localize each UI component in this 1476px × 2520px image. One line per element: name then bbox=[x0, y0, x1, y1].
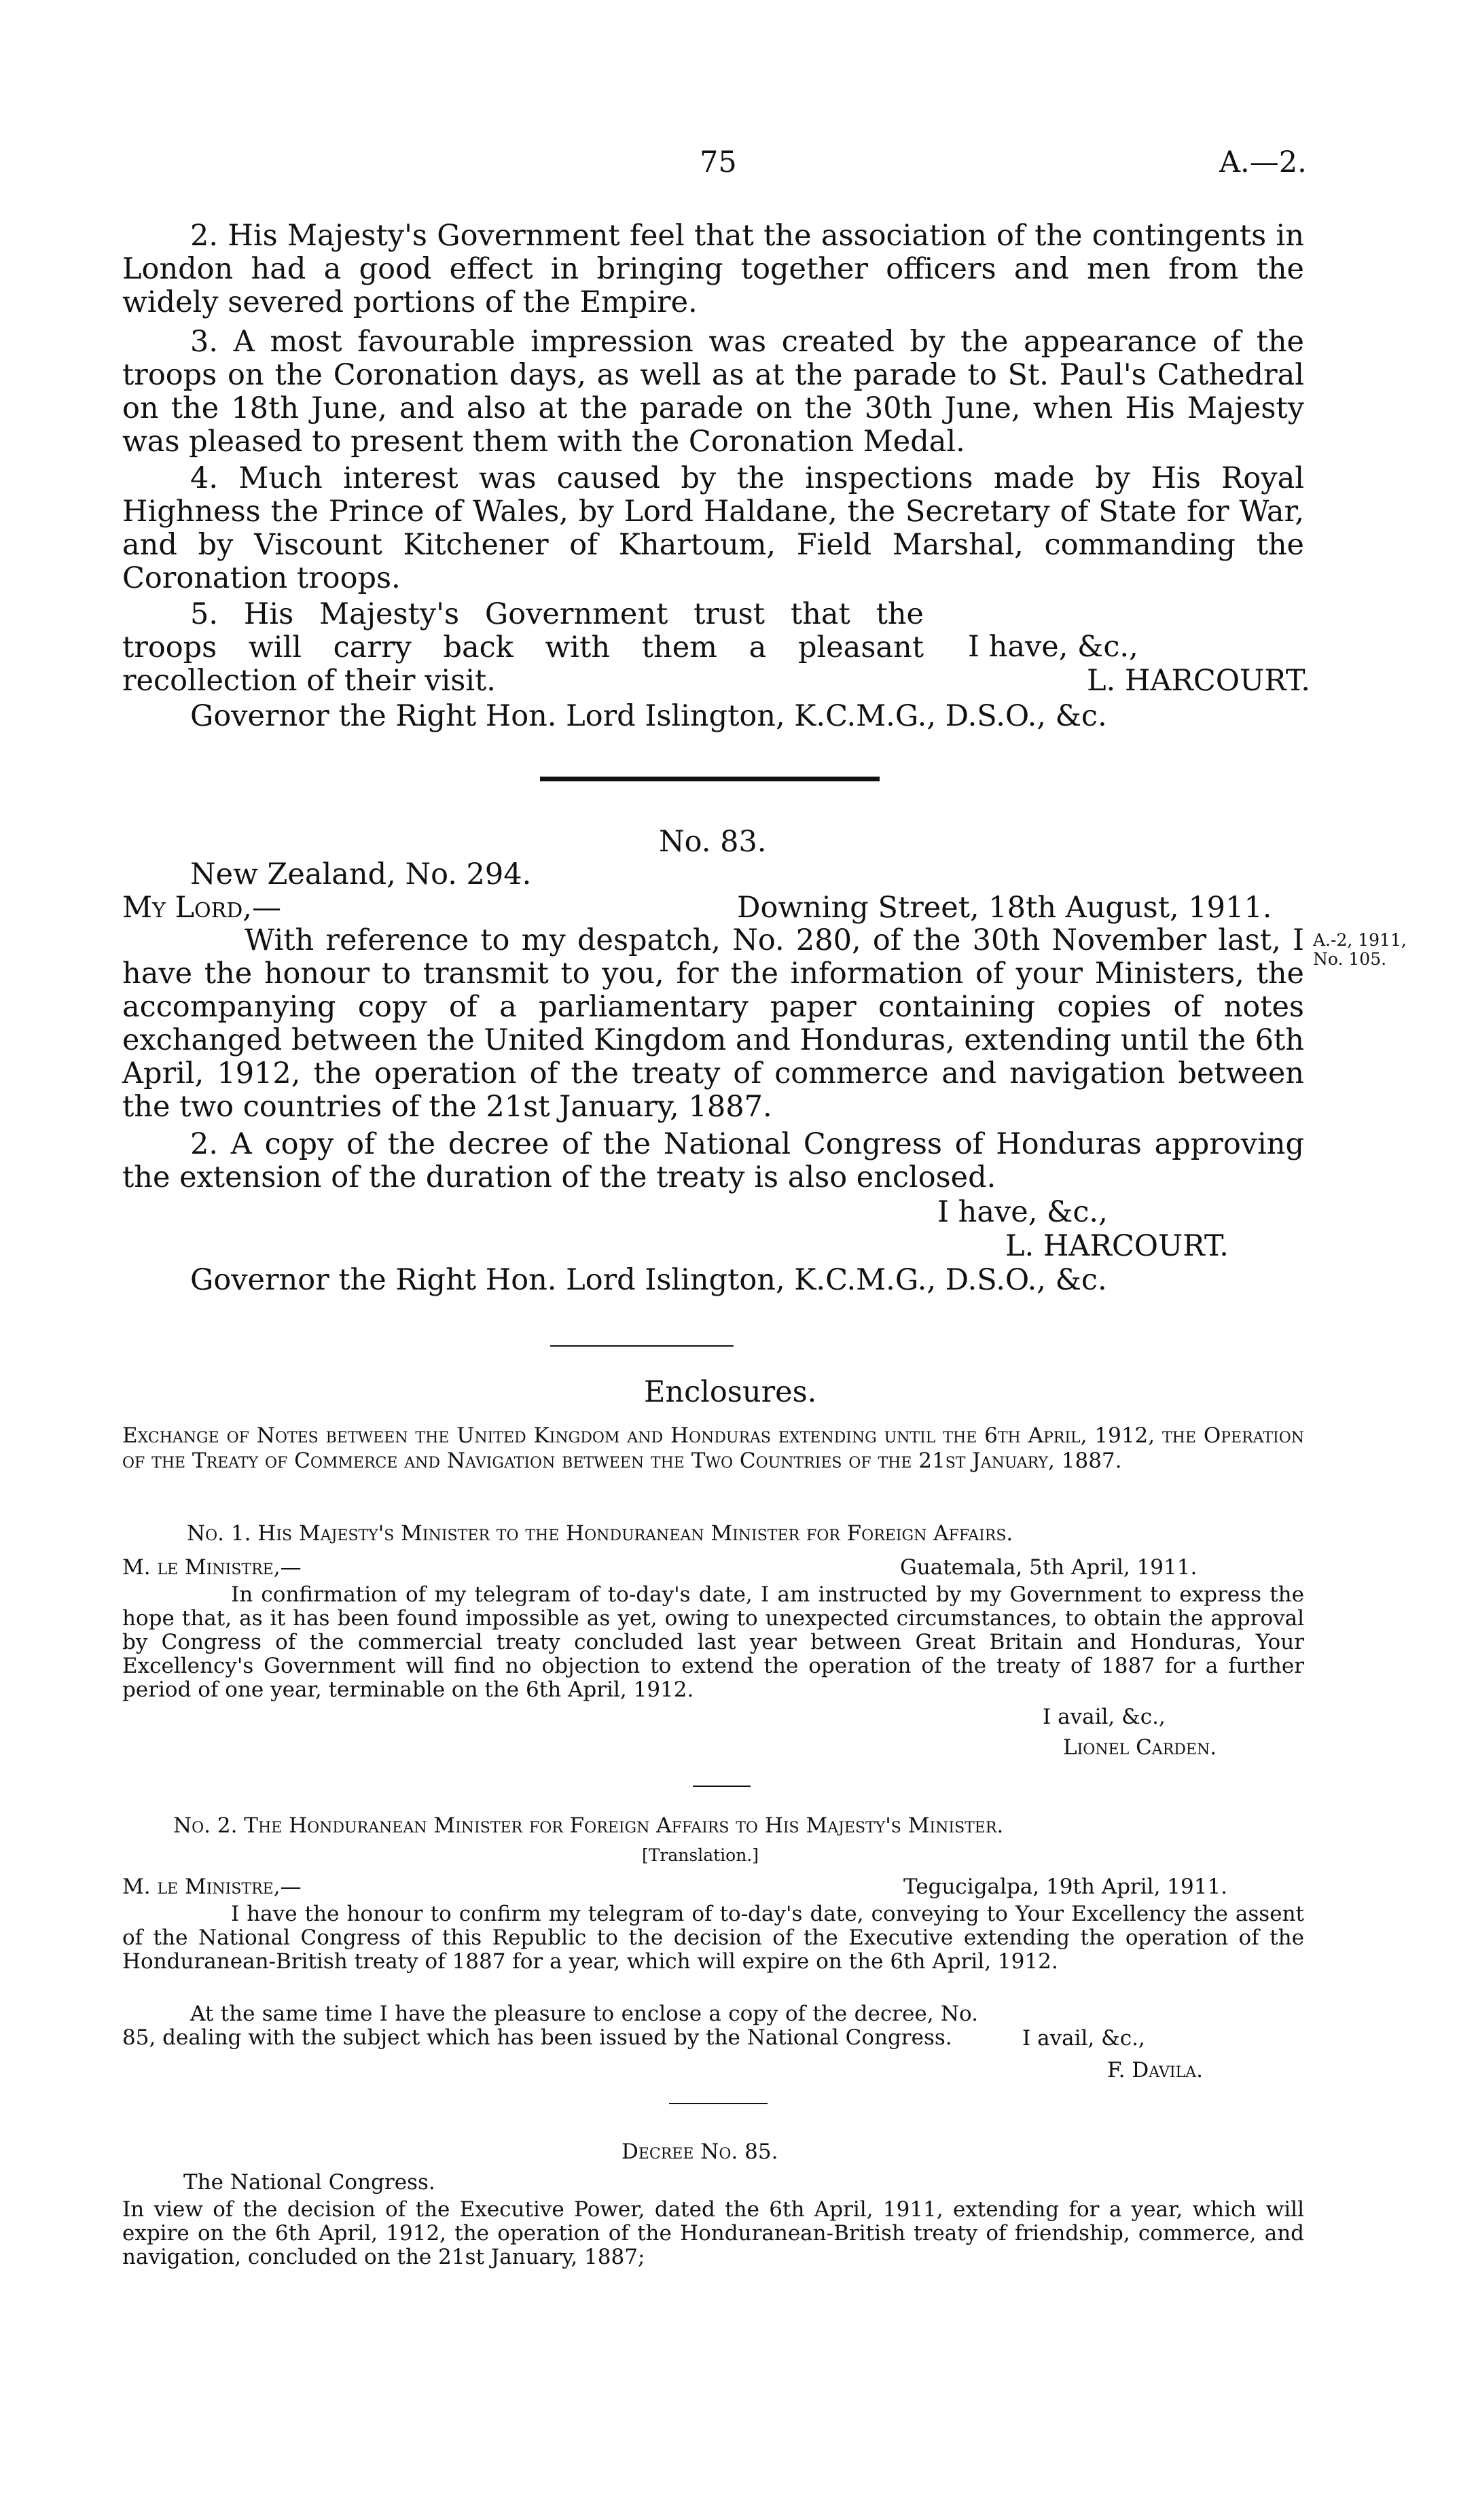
letter82-signature: L. HARCOURT. bbox=[1087, 664, 1310, 698]
note2-body-2: At the same time I have the pleasure to enclose a copy of the decree, No. 85, dealing with the subject which has been issued by the National Congress. bbox=[122, 2002, 978, 2050]
letter82-paragraph-3: 3. A most favourable impression was created by the appearance of the troops on the Coronation days, as well as at the parade to St. Paul's Cathedral on the 18th June, and also at the parade on the 30th June, when His Majesty was pleased to present them with the Coronation Medal. bbox=[122, 325, 1304, 459]
letter83-reference: New Zealand, No. 294. bbox=[190, 857, 532, 891]
note1-salutation: M. le Ministre,— bbox=[122, 1555, 302, 1580]
decree-heading: Decree No. 85. bbox=[622, 2140, 778, 2164]
enclosures-heading: Enclosures. bbox=[644, 1375, 817, 1409]
letter83-dateline: Downing Street, 18th August, 1911. bbox=[737, 891, 1272, 925]
note2-translation-label: [Translation.] bbox=[642, 1845, 759, 1865]
note1-closing: I avail, &c., bbox=[1043, 1705, 1166, 1729]
decree-issuer: The National Congress. bbox=[183, 2170, 435, 2195]
note2-body-1: I have the honour to confirm my telegram of to-day's date, conveying to Your Excellency the assent of the National Congress of this Republic to the decision of the Executive extending the operation of the Honduranean-British treaty of 1887 for a year, which will expire on the 6th April, 1912. bbox=[122, 1902, 1304, 1974]
note2-salutation: M. le Ministre,— bbox=[122, 1875, 302, 1899]
margin-note-reference: A.-2, 1911, bbox=[1313, 930, 1407, 950]
note-divider-1 bbox=[693, 1786, 751, 1787]
letter83-signature: L. HARCOURT. bbox=[1005, 1229, 1229, 1263]
note1-body: In confirmation of my telegram of to-day's date, I am instructed by my Government to express the hope that, as it has been found impossible as yet, owing to unexpected circumstances, to obtain the approval by Congress of the commercial treaty concluded last year between Great Britain and Honduras, Your Excellency's Government will find no objection to extend the operation of the treaty of 1887 for a further period of one year, terminable on the 6th April, 1912. bbox=[122, 1582, 1304, 1702]
letter83-paragraph-2: 2. A copy of the decree of the National Congress of Honduras approving the extension of the duration of the treaty is also enclosed. bbox=[122, 1127, 1304, 1194]
document-code: A.—2. bbox=[1219, 145, 1307, 179]
letter82-paragraph-5: 5. His Majesty's Government trust that the troops will carry back with them a pleasant recollection of their visit. bbox=[122, 597, 924, 698]
note-divider-2 bbox=[669, 2103, 768, 2104]
letter83-paragraph-1: With reference to my despatch, No. 280, of the 30th November last, I have the honour to transmit to you, for the information of your Ministers, the accompanying copy of a parliamentary paper containing copies of notes exchanged between the United Kingdom and Honduras, extending until the 6th April, 1912, the operation of the treaty of commerce and navigation between the two countries of the 21st January, 1887. bbox=[122, 923, 1304, 1124]
note1-signature: Lionel Carden. bbox=[1063, 1735, 1217, 1760]
note2-closing: I avail, &c., bbox=[1022, 2026, 1145, 2051]
section-divider-thin bbox=[550, 1345, 734, 1347]
letter83-number: No. 83. bbox=[659, 825, 767, 859]
section-divider-thick bbox=[540, 777, 880, 781]
note1-heading bbox=[187, 1522, 1013, 1546]
page-number: 75 bbox=[700, 145, 737, 179]
letter82-addressee: Governor the Right Hon. Lord Islington, K.C.M.G., D.S.O., &c. bbox=[190, 699, 1107, 733]
decree-body: In view of the decision of the Executive Power, dated the 6th April, 1911, extending for a year, which will expire on the 6th April, 1912, the operation of the Honduranean-British treaty of friendship, commerce, and navigation, concluded on the 21st January, 1887; bbox=[122, 2197, 1304, 2269]
letter83-addressee: Governor the Right Hon. Lord Islington, K.C.M.G., D.S.O., &c. bbox=[190, 1263, 1107, 1297]
margin-note-number: No. 105. bbox=[1313, 949, 1387, 969]
note2-dateline: Tegucigalpa, 19th April, 1911. bbox=[903, 1875, 1228, 1899]
note1-heading-text: No. 1. His Majesty's Minister to the Honduranean Minister for Foreign Affairs. bbox=[187, 1521, 1013, 1546]
note1-dateline: Guatemala, 5th April, 1911. bbox=[900, 1555, 1198, 1580]
note2-signature: F. Davila. bbox=[1107, 2058, 1203, 2082]
enclosures-title: Exchange of Notes between the United Kingdom and Honduras extending until the 6th April, 1912, the Operation of the Treaty of Commerce and Navigation between the Two Countries of the 21st January, 1887. bbox=[122, 1423, 1304, 1473]
letter83-salutation: My Lord,— bbox=[122, 891, 281, 925]
note2-heading bbox=[173, 1814, 1003, 1838]
letter82-closing: I have, &c., bbox=[968, 630, 1138, 664]
letter82-paragraph-4: 4. Much interest was caused by the inspections made by His Royal Highness the Prince of Wales, by Lord Haldane, the Secretary of State for War, and by Viscount Kitchener of Khartoum, Field Marshal, commanding the Coronation troops. bbox=[122, 461, 1304, 595]
letter82-paragraph-2: 2. His Majesty's Government feel that the association of the contingents in London had a good effect in bringing together officers and men from the widely severed portions of the Empire. bbox=[122, 219, 1304, 319]
note2-heading-text: No. 2. The Honduranean Minister for Foreign Affairs to His Majesty's Minister. bbox=[173, 1813, 1004, 1838]
letter83-closing: I have, &c., bbox=[937, 1195, 1108, 1229]
